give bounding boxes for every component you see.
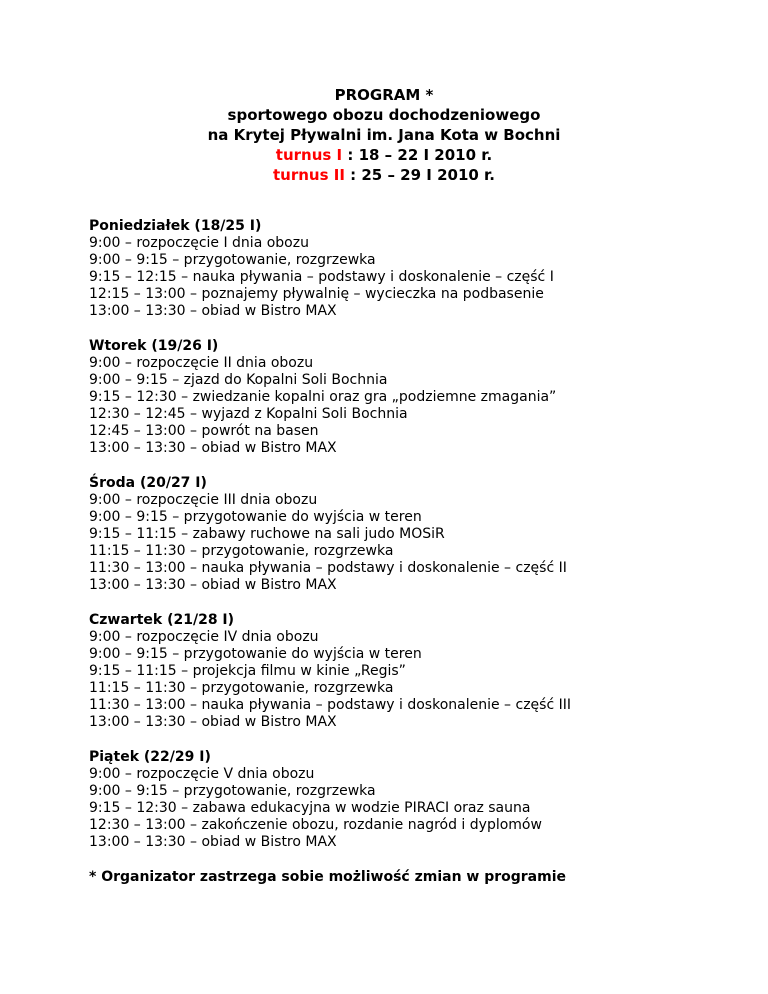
schedule-item: 9:15 – 11:15 – zabawy ruchowe na sali judo MOSiR: [89, 526, 445, 542]
schedule-item: 9:00 – rozpoczęcie I dnia obozu: [89, 235, 309, 251]
schedule-item: 9:00 – 9:15 – przygotowanie do wyjścia w teren: [89, 646, 422, 662]
footnote: * Organizator zastrzega sobie możliwość zmian w programie: [89, 869, 567, 885]
schedule-item: 11:30 – 13:00 – nauka pływania – podstawy i doskonalenie – część II: [89, 560, 567, 576]
schedule-item: 9:00 – 9:15 – przygotowanie do wyjścia w teren: [89, 509, 422, 525]
schedule-item: 9:00 – 9:15 – zjazd do Kopalni Soli Bochnia: [89, 372, 388, 388]
schedule-item: 9:00 – rozpoczęcie IV dnia obozu: [89, 629, 319, 645]
schedule-item: 11:15 – 11:30 – przygotowanie, rozgrzewka: [89, 680, 394, 696]
schedule-item: 9:15 – 12:30 – zabawa edukacyjna w wodzie PIRACI oraz sauna: [89, 800, 531, 816]
day-thursday: [89, 611, 749, 731]
schedule-item: 9:15 – 12:15 – nauka pływania – podstawy i doskonalenie – część I: [89, 269, 554, 285]
schedule-item: 12:15 – 13:00 – poznajemy pływalnię – wycieczka na podbasenie: [89, 286, 544, 302]
schedule-item: 13:00 – 13:30 – obiad w Bistro MAX: [89, 303, 337, 319]
turnus-2-line: [0, 165, 768, 185]
schedule-item: 13:00 – 13:30 – obiad w Bistro MAX: [89, 440, 337, 456]
schedule-item: 9:00 – 9:15 – przygotowanie, rozgrzewka: [89, 783, 376, 799]
program-title: PROGRAM *: [334, 86, 434, 104]
day-title: Czwartek (21/28 I): [89, 612, 235, 628]
schedule-item: 13:00 – 13:30 – obiad w Bistro MAX: [89, 577, 337, 593]
turnus-2-label: turnus II: [272, 166, 345, 184]
day-friday: [89, 748, 749, 851]
day-title: Środa (20/27 I): [89, 475, 207, 491]
day-wednesday: [89, 474, 749, 594]
turnus-2-dates: : 25 – 29 I 2010 r.: [344, 166, 495, 184]
schedule-item: 11:15 – 11:30 – przygotowanie, rozgrzewka: [89, 543, 394, 559]
schedule-item: 11:30 – 13:00 – nauka pływania – podstawy i doskonalenie – część III: [89, 697, 571, 713]
schedule-item: 12:30 – 12:45 – wyjazd z Kopalni Soli Bochnia: [89, 406, 408, 422]
day-title: Piątek (22/29 I): [89, 749, 211, 765]
schedule-item: 9:15 – 11:15 – projekcja filmu w kinie „Regis”: [89, 663, 406, 679]
schedule-item: 9:15 – 12:30 – zwiedzanie kopalni oraz gra „podziemne zmagania”: [89, 389, 557, 405]
schedule: [89, 217, 749, 886]
schedule-item: 12:45 – 13:00 – powrót na basen: [89, 423, 319, 439]
schedule-item: 12:30 – 13:00 – zakończenie obozu, rozdanie nagród i dyplomów: [89, 817, 542, 833]
day-monday: [89, 217, 749, 320]
program-location: na Krytej Pływalni im. Jana Kota w Bochni: [207, 126, 561, 144]
turnus-1-label: turnus I: [275, 146, 343, 164]
document-header: [0, 85, 768, 185]
schedule-item: 9:00 – rozpoczęcie III dnia obozu: [89, 492, 318, 508]
schedule-item: 13:00 – 13:30 – obiad w Bistro MAX: [89, 714, 337, 730]
day-title: Poniedziałek (18/25 I): [89, 218, 262, 234]
day-tuesday: [89, 337, 749, 457]
day-title: Wtorek (19/26 I): [89, 338, 219, 354]
turnus-1-dates: : 18 – 22 I 2010 r.: [342, 146, 493, 164]
schedule-item: 13:00 – 13:30 – obiad w Bistro MAX: [89, 834, 337, 850]
schedule-item: 9:00 – rozpoczęcie V dnia obozu: [89, 766, 315, 782]
program-subtitle: sportowego obozu dochodzeniowego: [227, 106, 541, 124]
turnus-1-line: [0, 145, 768, 165]
schedule-item: 9:00 – rozpoczęcie II dnia obozu: [89, 355, 314, 371]
schedule-item: 9:00 – 9:15 – przygotowanie, rozgrzewka: [89, 252, 376, 268]
